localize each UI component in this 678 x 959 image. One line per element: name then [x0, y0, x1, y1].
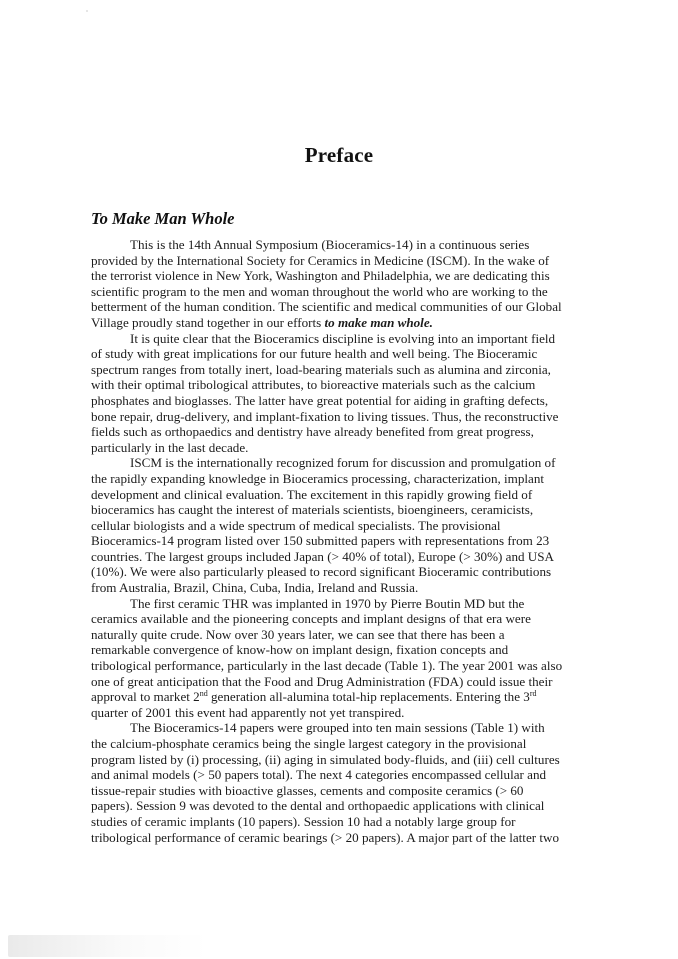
text-line: with their optimal tribological attributes, to bioreactive materials such as the calcium [91, 377, 536, 393]
text-line: one of great anticipation that the Food and Drug Administration (FDA) could issue their [91, 673, 553, 689]
text-line: bioceramics has caught the interest of materials scientists, bioengineers, ceramicists, [91, 502, 534, 518]
text-line [91, 689, 651, 705]
text-line: remarkable convergence of know-how on implant design, fixation concepts and [91, 642, 509, 658]
text-fragment: approval to market 2 [91, 689, 200, 705]
text-line: bone repair, drug-delivery, and implant-fixation to living tissues. Thus, the reconstructive [91, 408, 559, 424]
paragraph-3 [91, 455, 651, 595]
text-line: from Australia, Brazil, China, Cuba, India, Ireland and Russia. [91, 580, 419, 596]
text-line: This is the 14th Annual Symposium (Bioceramics-14) in a continuous series [130, 237, 530, 252]
text-line: It is quite clear that the Bioceramics discipline is evolving into an important field [130, 330, 556, 346]
text-line: The Bioceramics-14 papers were grouped into ten main sessions (Table 1) with [130, 720, 545, 736]
text-line: cellular biologists and a wide spectrum of medical specialists. The provisional [91, 517, 501, 533]
text-line: spectrum ranges from totally inert, load-bearing materials such as alumina and zirconia, [91, 361, 551, 377]
text-line: the rapidly expanding knowledge in Bioceramics processing, characterization, implant [91, 470, 545, 486]
emphasis-text: to make man whole. [324, 314, 433, 330]
text-line: The first ceramic THR was implanted in 1970 by Pierre Boutin MD but the [130, 595, 525, 611]
paragraph-4 [91, 596, 651, 721]
text-line: scientific program to the men and woman throughout the world who are working to the [91, 283, 548, 299]
text-fragment: Village proudly stand together in our efforts [91, 314, 325, 330]
superscript: nd [199, 689, 208, 699]
section-subtitle: To Make Man Whole [91, 209, 235, 228]
text-line: of study with great implications for our future health and well being. The Bioceramic [91, 346, 538, 362]
text-line: the terrorist violence in New York, Washington and Philadelphia, we are dedicating this [91, 268, 550, 284]
text-line: papers). Session 9 was devoted to the dental and orthopaedic applications with clinical [91, 798, 545, 814]
page-title: Preface [304, 143, 374, 167]
paragraph-1 [91, 237, 651, 331]
body-text [91, 237, 651, 845]
text-line: the calcium-phosphate ceramics being the single largest category in the provisional [91, 736, 527, 751]
text-line: development and clinical evaluation. The excitement in this rapidly growing field of [91, 486, 533, 502]
text-line [91, 315, 651, 331]
text-line: quarter of 2001 this event had apparently not yet transpired. [91, 704, 405, 720]
text-line: phosphates and bioglasses. The latter have great potential for aiding in grafting defects, [91, 392, 549, 408]
text-line: and animal models (> 50 papers total). The next 4 categories encompassed cellular and [91, 767, 547, 783]
superscript: rd [529, 689, 537, 699]
text-line: provided by the International Society for Ceramics in Medicine (ISCM). In the wake of [91, 252, 550, 268]
text-line: betterment of the human condition. The scientific and medical communities of our Global [91, 299, 562, 315]
text-line: ceramics available and the pioneering concepts and implant designs of that era were [91, 611, 531, 627]
scan-smudge [8, 935, 208, 957]
text-line: Bioceramics-14 program listed over 150 submitted papers with representations from 23 [91, 533, 550, 549]
paragraph-2 [91, 331, 651, 456]
text-line: countries. The largest groups included Japan (> 40% of total), Europe (> 30%) and USA [91, 548, 554, 564]
text-line: particularly in the last decade. [91, 439, 249, 455]
text-line: fields such as orthopaedics and dentistry have already benefited from great progress, [91, 424, 534, 440]
scan-speck [86, 10, 88, 12]
text-fragment: generation all-alumina total-hip replacements. Entering the 3 [207, 689, 530, 705]
text-line: studies of ceramic implants (10 papers). Session 10 had a notably large group for [91, 813, 516, 829]
text-line: tissue-repair studies with bioactive glasses, cements and composite ceramics (> 60 [91, 782, 524, 798]
text-line: ISCM is the internationally recognized forum for discussion and promulgation of [130, 455, 556, 471]
text-line: program listed by (i) processing, (ii) aging in simulated body-fluids, and (iii) cell cultures [91, 751, 560, 767]
text-line: naturally quite crude. Now over 30 years later, we can see that there has been a [91, 626, 505, 642]
text-line: tribological performance of ceramic bearings (> 20 papers). A major part of the latter two [91, 829, 560, 845]
paragraph-5 [91, 720, 651, 845]
text-line: tribological performance, particularly in the last decade (Table 1). The year 2001 was also [91, 658, 563, 674]
text-line: (10%). We were also particularly pleased to record significant Bioceramic contributions [91, 564, 552, 580]
